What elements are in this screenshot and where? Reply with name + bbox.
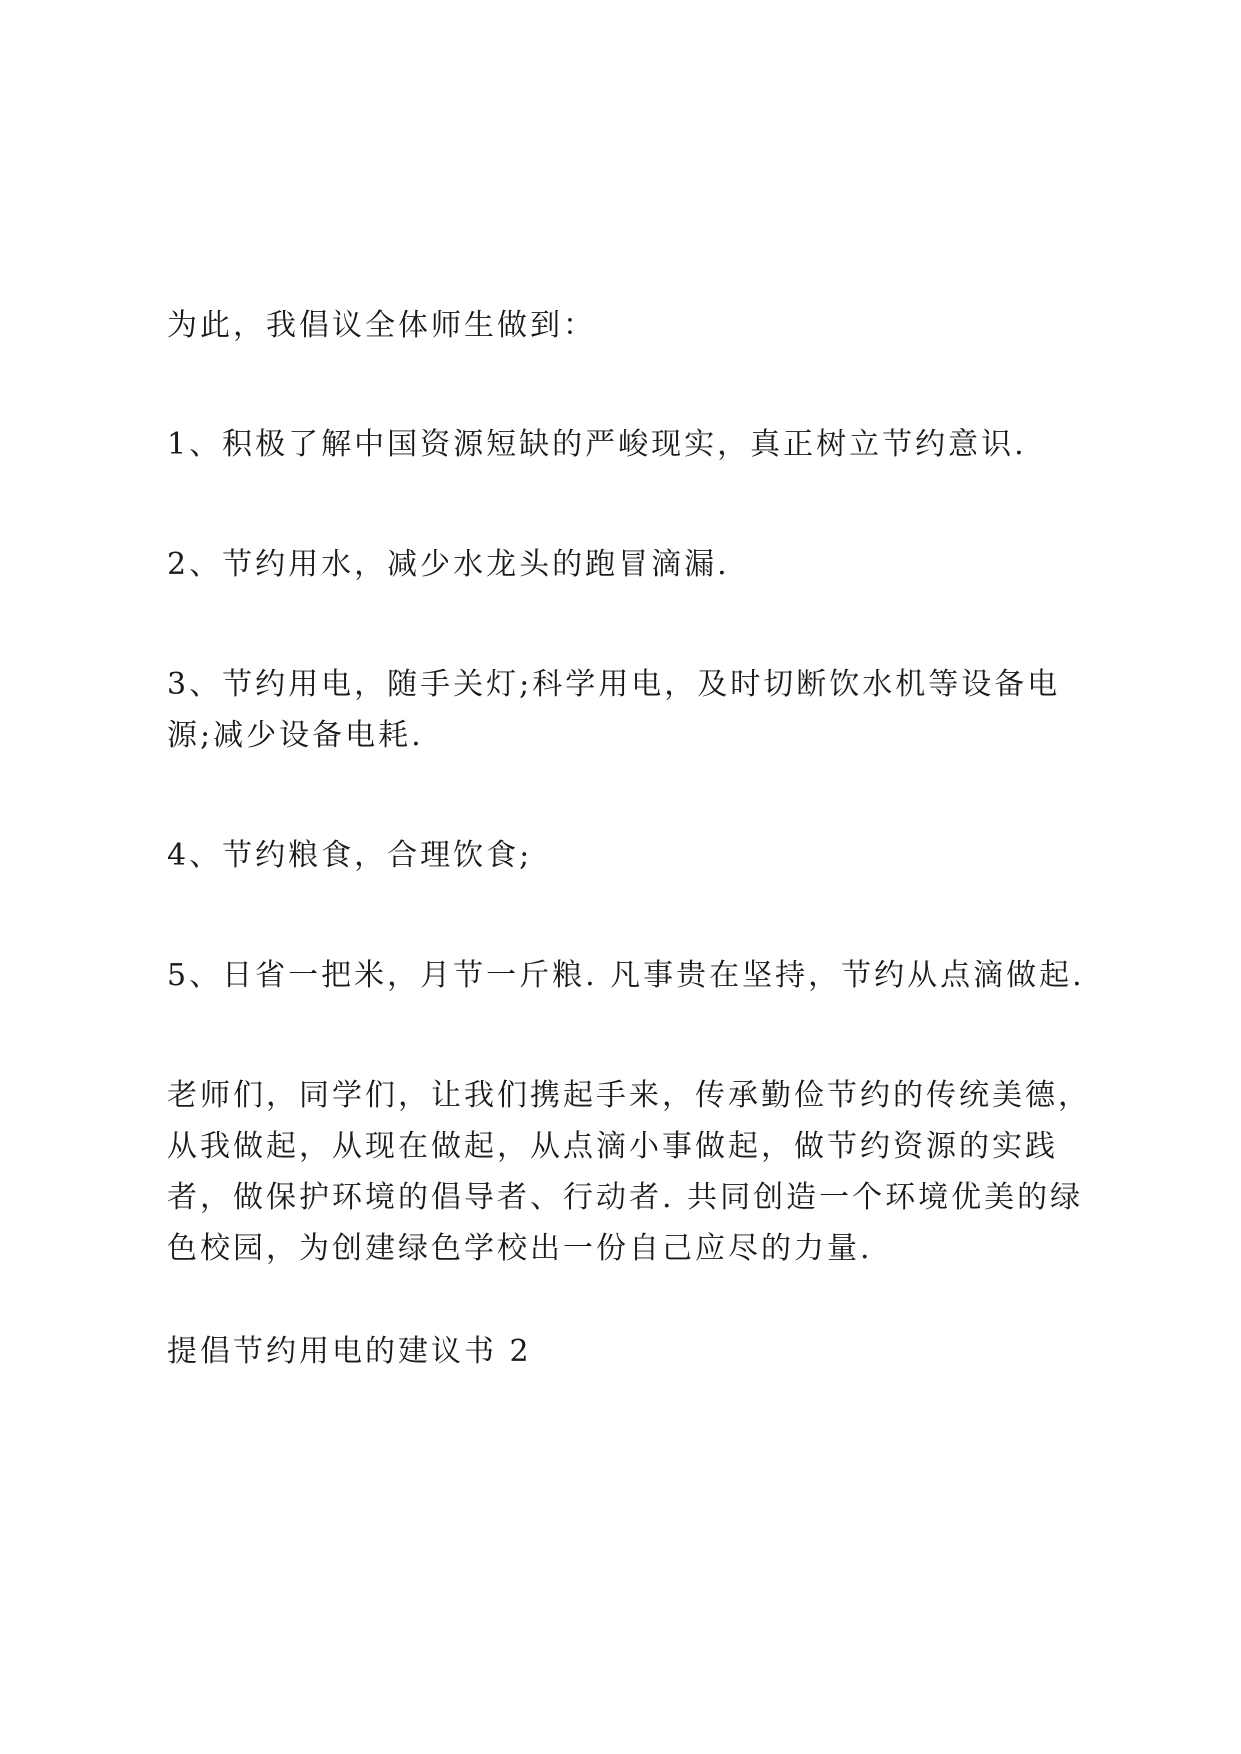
closing-line-2: 从我做起，从现在做起，从点滴小事做起，做节约资源的实践 [167, 1129, 1058, 1164]
closing-line-3: 者，做保护环境的倡导者、行动者. 共同创造一个环境优美的绿 [167, 1180, 1084, 1215]
list-item-text: 3、节约用电，随手关灯;科学用电，及时切断饮水机等设备电 [167, 667, 1061, 702]
closing-line-4: 色校园，为创建绿色学校出一份自己应尽的力量. [167, 1231, 873, 1266]
list-item-4 [167, 830, 1107, 881]
intro-text: 为此，我倡议全体师生做到： [167, 308, 596, 343]
next-heading-text: 提倡节约用电的建议书 2 [167, 1334, 532, 1369]
list-item-5 [167, 950, 1107, 1001]
closing-paragraph [167, 1070, 1107, 1274]
list-item-text: 1、积极了解中国资源短缺的严峻现实，真正树立节约意识. [167, 427, 1027, 462]
list-item-3 [167, 659, 1107, 761]
intro-paragraph [167, 300, 1107, 351]
list-item-text-continued: 源;减少设备电耗. [167, 718, 424, 753]
next-section-heading [167, 1326, 1107, 1377]
list-item-2 [167, 539, 1107, 590]
list-item-text: 5、日省一把米，月节一斤粮. 凡事贵在坚持，节约从点滴做起. [167, 958, 1085, 993]
list-item-text: 4、节约粮食，合理饮食; [167, 838, 533, 873]
list-item-1 [167, 419, 1107, 470]
list-item-text: 2、节约用水，减少水龙头的跑冒滴漏. [167, 547, 730, 582]
closing-line-1: 老师们，同学们，让我们携起手来，传承勤俭节约的传统美德， [167, 1078, 1091, 1113]
